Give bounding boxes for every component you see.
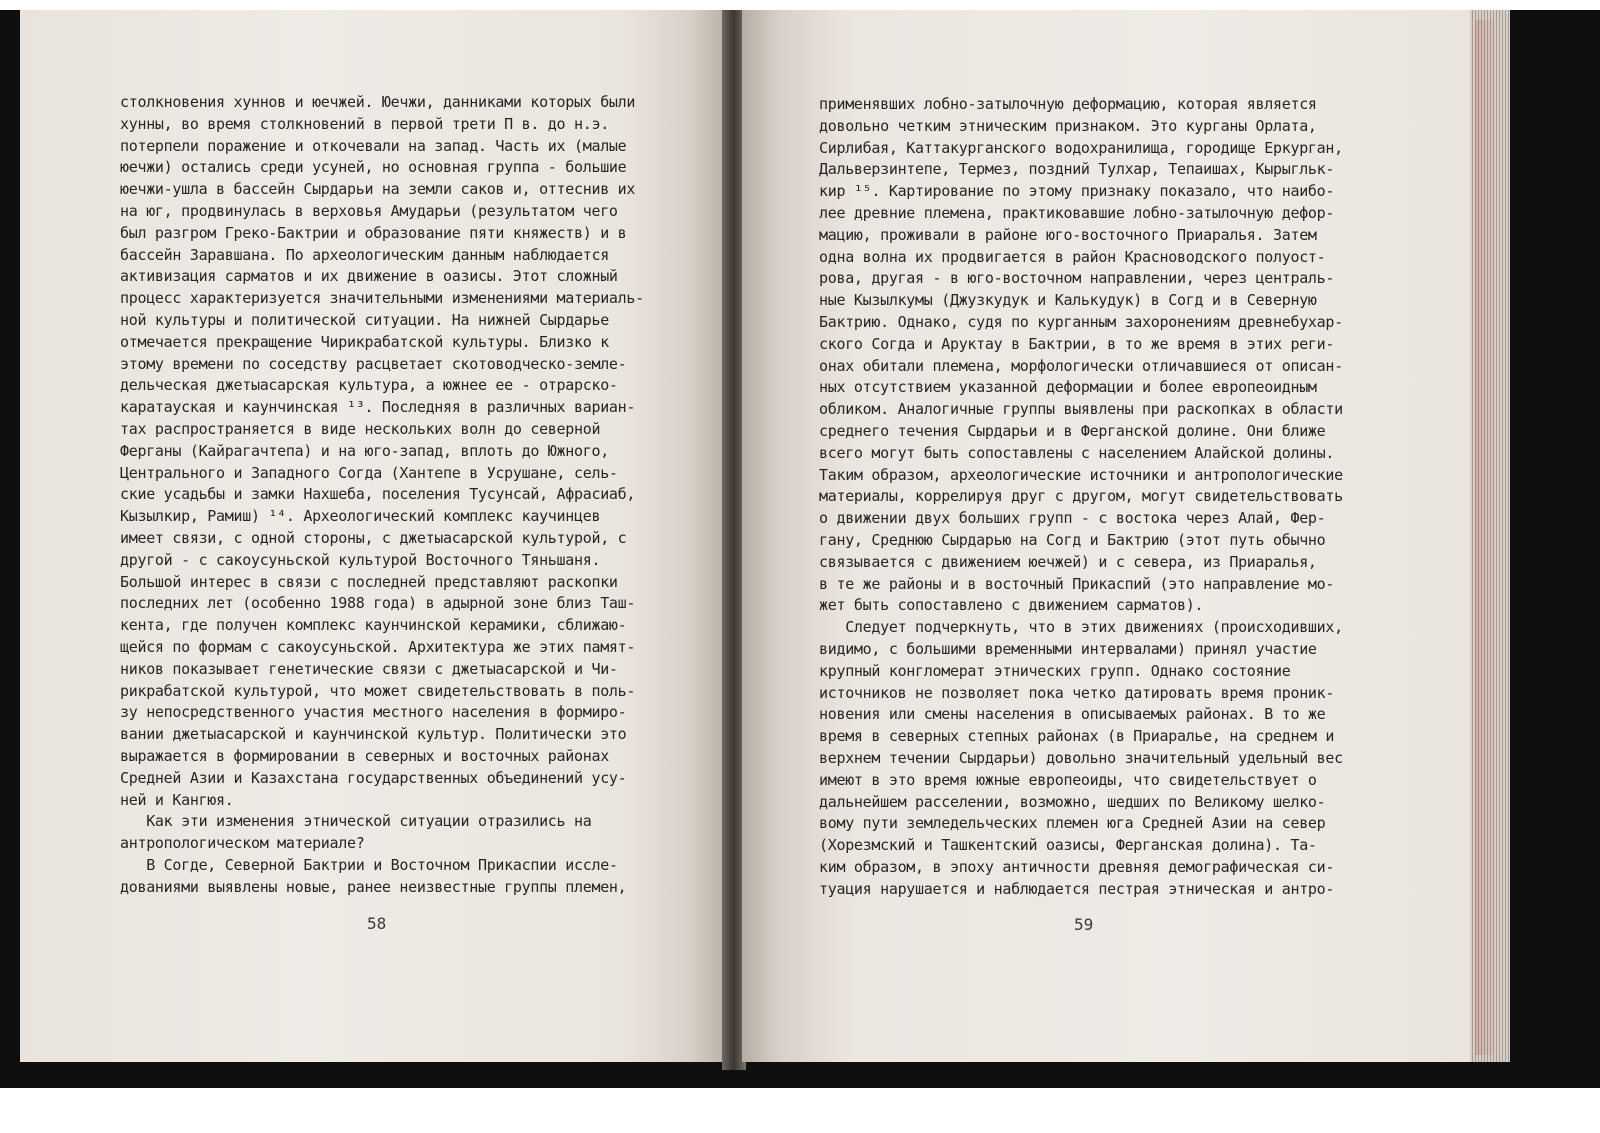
text-line: антропологическом материале? — [120, 834, 365, 853]
text-line: последних лет (особенно 1988 года) в адырной зоне близ Таш- — [120, 594, 636, 613]
text-line: активизация сарматов и их движение в оазисы. Этот сложный — [120, 267, 618, 286]
text-line: щейся по формам с сакоусуньской. Архитектура же этих памят- — [120, 637, 636, 656]
text-line: тах распространяется в виде нескольких волн до северной — [120, 419, 601, 438]
text-line: ных отсутствием указанной деформации и более европеоидным — [819, 378, 1317, 397]
right-page-text — [819, 94, 1343, 900]
text-line: столкновения хуннов и юечжей. Юечжи, данниками которых были — [120, 93, 636, 111]
text-line: дельческая джетыасарская культура, а южнее ее - отрарско- — [120, 376, 618, 395]
left-page — [20, 10, 725, 1062]
text-line: отмечается прекращение Чирикрабатской культуры. Близко к — [120, 332, 609, 351]
text-line: онах обитали племена, морфологически отличавшиеся от описан- — [819, 356, 1343, 375]
text-line: связывается с движением юечжей) и с севера, из Приаралья, — [819, 552, 1317, 571]
text-line: на юг, продвинулась в верховья Амударьи (результатом чего — [120, 201, 618, 220]
text-line: гану, Среднюю Сырдарью на Согд и Бактрию (этот путь обычно — [819, 530, 1326, 549]
text-line: этому времени по соседству расцветает скотоводческо-земле- — [120, 354, 627, 373]
scan-bottom-margin — [0, 1088, 1600, 1133]
text-line: Бактрию. Однако, судя по курганным захоронениям древнебухар- — [819, 312, 1343, 331]
text-line: хунны, во время столкновений в первой трети П в. до н.э. — [120, 114, 609, 133]
text-line: мацию, проживали в районе юго-восточного Приаралья. Затем — [819, 225, 1317, 244]
text-line: Большой интерес в связи с последней представляют раскопки — [120, 572, 618, 591]
text-line: юечжи-ушла в бассейн Сырдарьи на земли саков и, оттеснив их — [120, 180, 636, 199]
text-line: Кызылкир, Рамиш) ¹⁴. Археологический комплекс каучинцев — [120, 507, 601, 526]
text-line: Средней Азии и Казахстана государственных объединений усу- — [120, 768, 627, 787]
text-line: каратауская и каунчинская ¹³. Последняя в различных вариан- — [120, 398, 636, 417]
left-page-number: 58 — [367, 914, 387, 933]
text-line: юечжи) остались среди усуней, но основная группа - большие — [120, 158, 627, 177]
text-line: ной культуры и политической ситуации. На нижней Сырдарье — [120, 310, 609, 329]
text-line: процесс характеризуется значительными изменениями материаль- — [120, 289, 644, 308]
text-line: обликом. Аналогичные группы выявлены при раскопках в области — [819, 400, 1343, 419]
text-line: имеет связи, с одной стороны, с джетыасарской культурой, с — [120, 528, 627, 547]
text-line: Следует подчеркнуть, что в этих движениях (происходивших, — [819, 618, 1343, 637]
text-line: выражается в формировании в северных и восточных районах — [120, 746, 609, 765]
text-line: Дальверзинтепе, Термез, поздний Тулхар, Тепаишах, Кырыгльк- — [819, 160, 1335, 179]
text-line: лее древние племена, практиковавшие лобно-затылочную дефор- — [819, 203, 1335, 222]
text-line: дальнейшем расселении, возможно, шедших по Великому шелко- — [819, 792, 1326, 811]
text-line: ней и Кангюя. — [120, 790, 234, 809]
text-line: о движении двух больших групп - с востока через Алай, Фер- — [819, 509, 1326, 528]
text-line: кента, где получен комплекс каунчинской керамики, сближаю- — [120, 616, 627, 635]
text-line: среднего течения Сырдарьи и в Ферганской долине. Они ближе — [819, 421, 1326, 440]
text-line: довольно четким этническим признаком. Это курганы Орлата, — [819, 116, 1317, 135]
text-line: ские усадьбы и замки Нахшеба, поселения Тусунсай, Афрасиаб, — [120, 485, 636, 504]
text-line: имеют в это время южные европеоиды, что свидетельствует о — [819, 770, 1317, 789]
text-line: рова, другая - в юго-восточном направлении, через централь- — [819, 269, 1335, 288]
text-line: крупный конгломерат этнических групп. Однако состояние — [819, 661, 1291, 680]
text-line: зу непосредственного участия местного населения в формиро- — [120, 703, 627, 722]
text-line: Центрального и Западного Согда (Хантепе в Усрушане, сель- — [120, 463, 618, 482]
text-line: дованиями выявлены новые, ранее неизвестные группы племен, — [120, 877, 627, 896]
text-line: потерпели поражение и откочевали на запад. Часть их (малые — [120, 136, 627, 155]
text-line: жет быть сопоставлено с движением сарматов). — [819, 596, 1204, 615]
text-line: бассейн Заравшана. По археологическим данным наблюдается — [120, 245, 609, 264]
text-line: другой - с сакоусуньской культурой Восточного Тяньшаня. — [120, 550, 601, 569]
text-line: одна волна их продвигается в район Красноводского полуост- — [819, 247, 1326, 266]
text-line: кир ¹⁵. Картирование по этому признаку показало, что наибо- — [819, 182, 1335, 201]
text-line: всего могут быть сопоставлены с населением Алайской долины. — [819, 443, 1335, 462]
text-line: ников показывает генетические связи с джетыасарской и Чи- — [120, 659, 618, 678]
text-line: видимо, с большими временными интервалами) принял участие — [819, 639, 1317, 658]
text-line: В Согде, Северной Бактрии и Восточном Прикаспии иссле- — [120, 855, 618, 874]
text-line: применявших лобно-затылочную деформацию, которая является — [819, 95, 1317, 113]
text-line: Как эти изменения этнической ситуации отразились на — [120, 812, 592, 831]
text-line: Ферганы (Кайрагачтепа) и на юго-запад, вплоть до Южного, — [120, 441, 609, 460]
text-line: вании джетыасарской и каунчинской культур. Политически это — [120, 725, 627, 744]
text-line: Таким образом, археологические источники и антропологические — [819, 465, 1343, 484]
open-book — [0, 10, 1600, 1088]
text-line: новения или смены населения в описываемых районах. В то же — [819, 705, 1326, 724]
left-page-text — [120, 92, 644, 898]
text-line: Сирлибая, Каттакурганского водохранилища, городище Еркурган, — [819, 138, 1343, 157]
right-page-number: 59 — [1074, 915, 1094, 934]
text-line: в те же районы и в восточный Прикаспий (это направление мо- — [819, 574, 1335, 593]
text-line: материалы, коррелируя друг с другом, могут свидетельствовать — [819, 487, 1343, 506]
text-line: ные Кызылкумы (Джузкудук и Калькудук) в Согд и в Северную — [819, 291, 1317, 310]
text-line: верхнем течении Сырдарьи) довольно значительный удельный вес — [819, 748, 1343, 767]
text-line: ского Согда и Аруктау в Бактрии, в то же время в этих реги- — [819, 334, 1335, 353]
right-page — [742, 10, 1475, 1062]
text-line: туация нарушается и наблюдается пестрая этническая и антро- — [819, 879, 1335, 898]
text-line: время в северных степных районах (в Приаралье, на среднем и — [819, 727, 1335, 746]
text-line: рикрабатской культурой, что может свидетельствовать в поль- — [120, 681, 636, 700]
text-line: ким образом, в эпоху античности древняя демографическая си- — [819, 857, 1335, 876]
text-line: источников не позволяет пока четко датировать время проник- — [819, 683, 1335, 702]
text-line: вому пути земледельческих племен юга Средней Азии на север — [819, 814, 1326, 833]
text-line: был разгром Греко-Бактрии и образование пяти княжеств) и в — [120, 223, 627, 242]
page-edge-stain — [1475, 20, 1495, 1055]
text-line: (Хорезмский и Ташкентский оазисы, Ферганская долина). Та- — [819, 836, 1317, 855]
